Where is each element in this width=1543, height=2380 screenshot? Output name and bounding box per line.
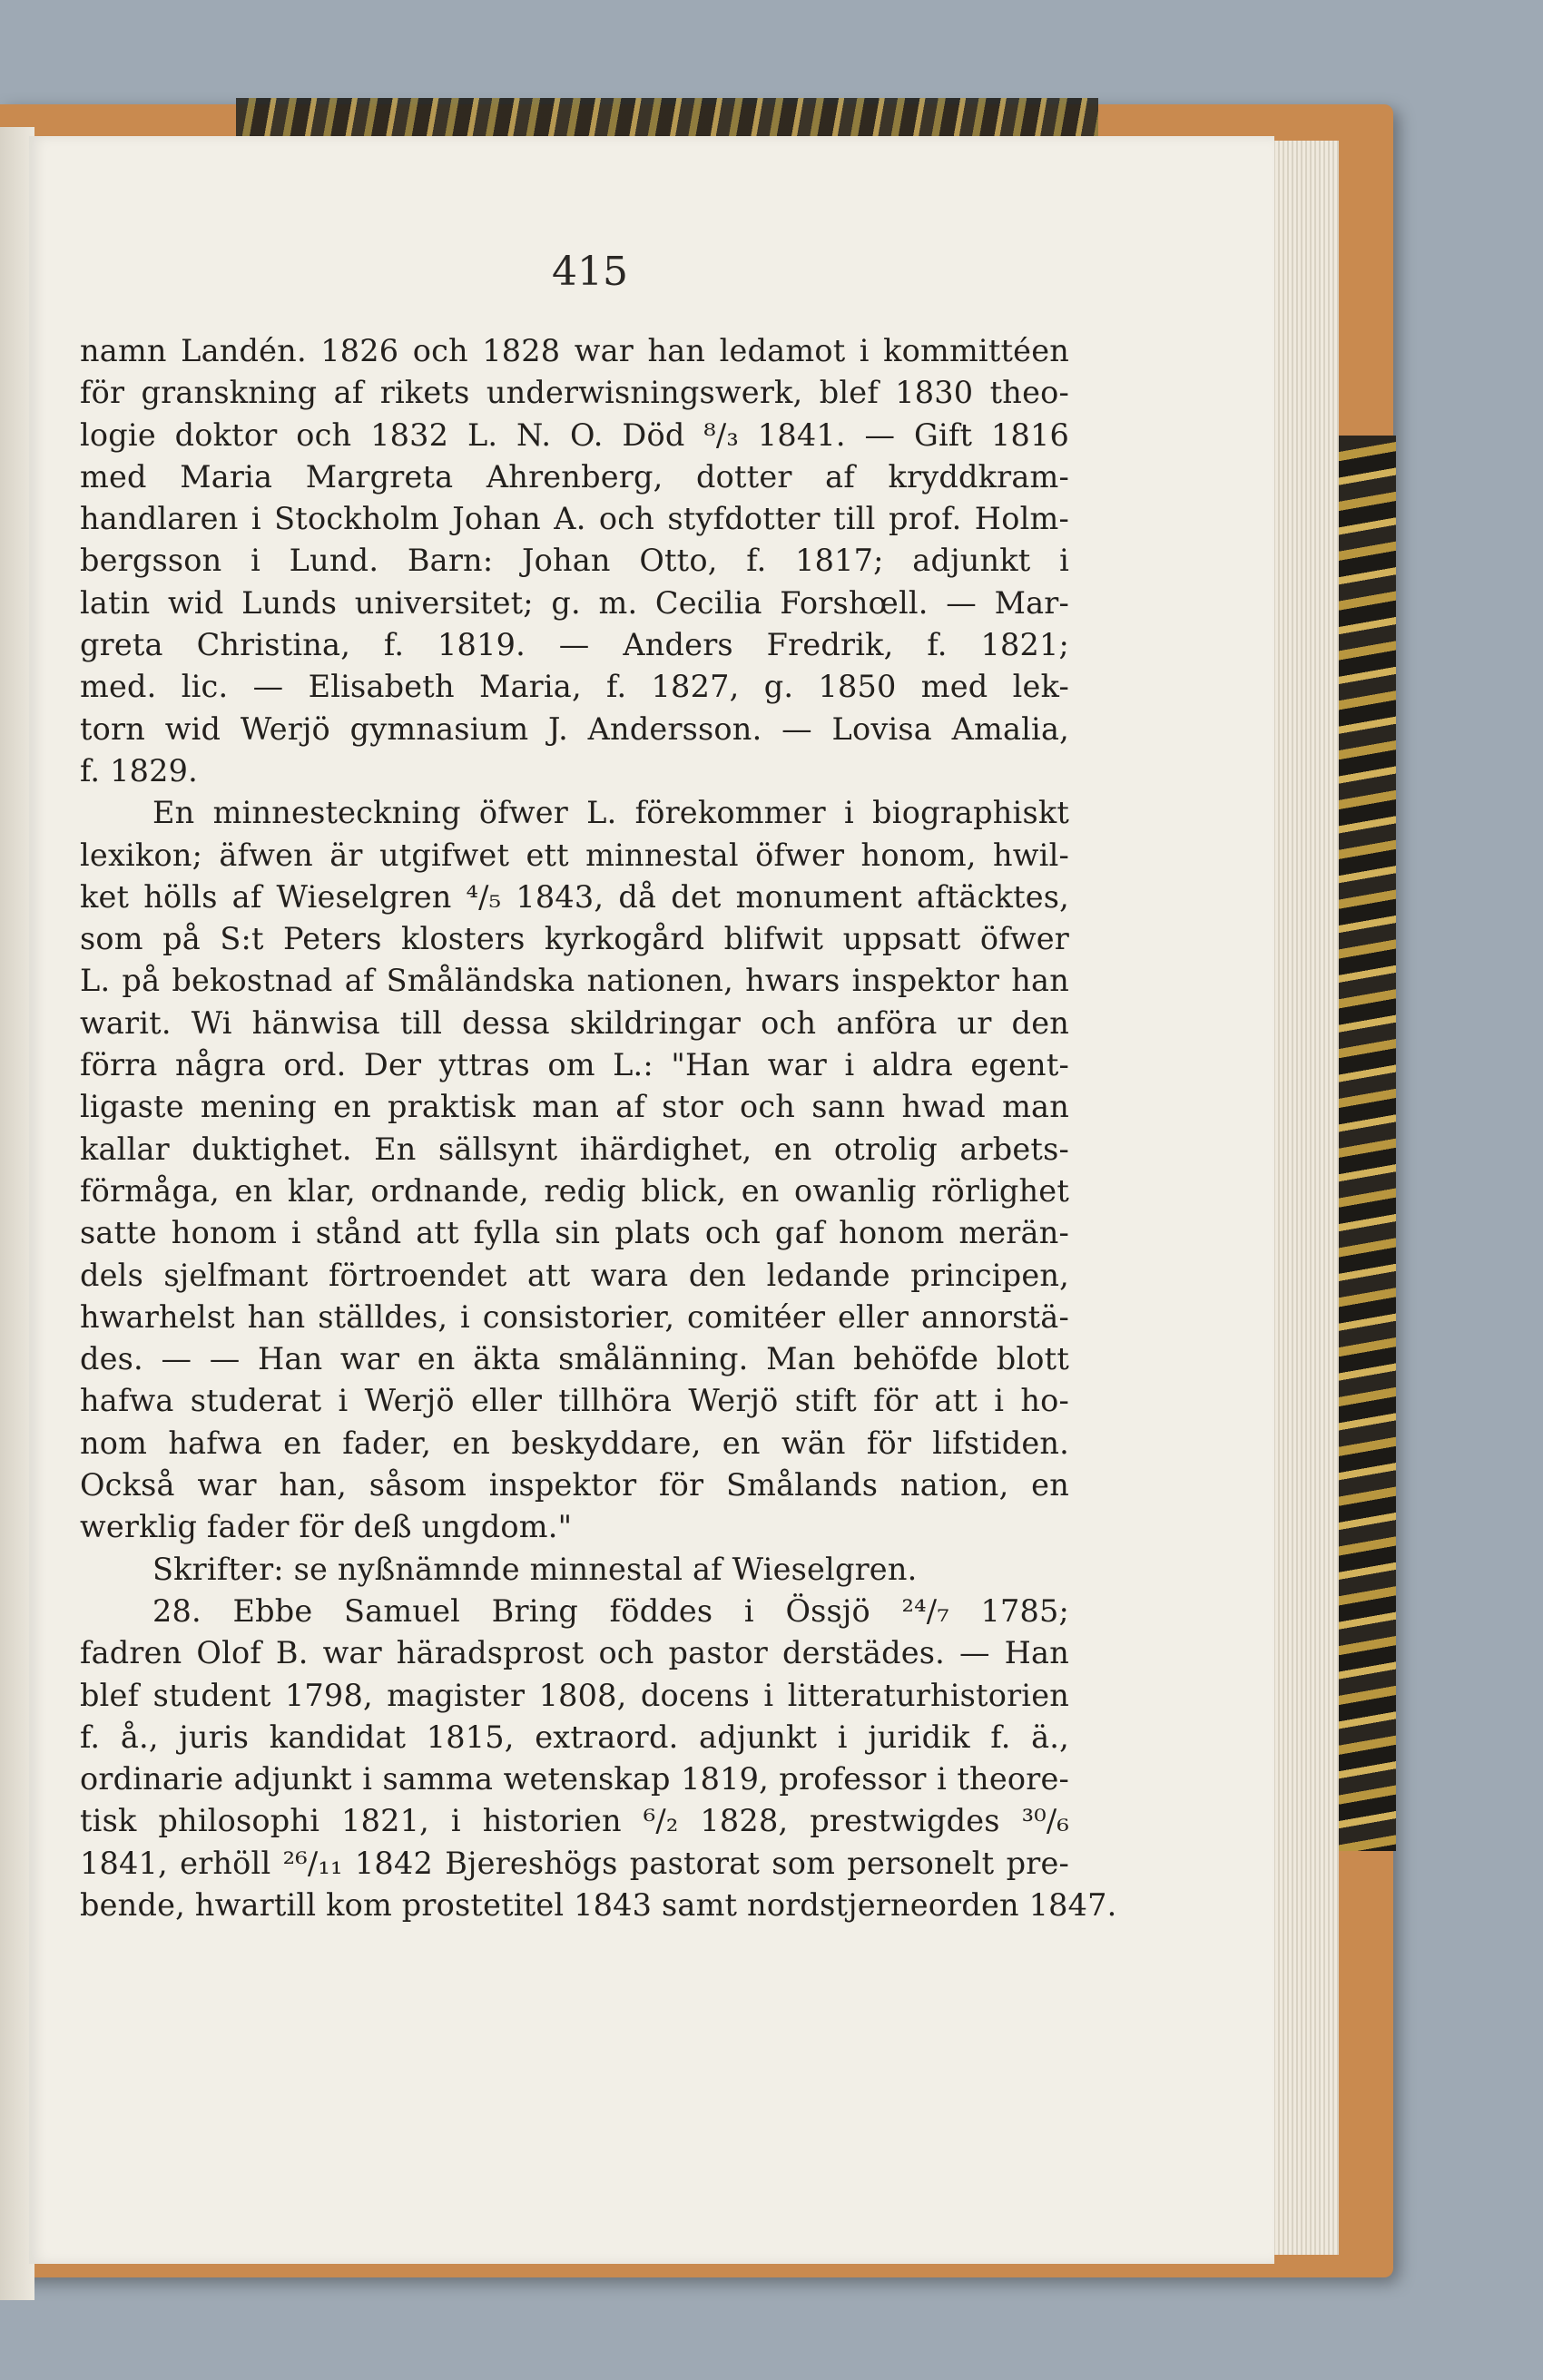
text-line: lexikon; äfwen är utgifwet ett minnestal öfwer honom, hwil-	[80, 837, 1069, 873]
marbled-edge-right	[1338, 436, 1396, 1851]
text-line: tisk philosophi 1821, i historien ⁶/₂ 1828, prestwigdes ³⁰/₆	[80, 1803, 1069, 1839]
text-line: satte honom i stånd att fylla sin plats och gaf honom merän-	[80, 1215, 1069, 1251]
text-line: som på S:t Peters klosters kyrkogård blifwit uppsatt öfwer	[80, 921, 1069, 957]
page-text	[80, 330, 1117, 1926]
text-line: ket hölls af Wieselgren ⁴/₅ 1843, då det monument aftäcktes,	[80, 878, 1069, 915]
text-line: Skrifter: se nyßnämnde minnestal af Wieselgren.	[152, 1551, 918, 1587]
text-line: hafwa studerat i Werjö eller tillhöra Werjö stift för att i ho-	[80, 1383, 1069, 1419]
text-line: förra några ord. Der yttras om L.: "Han war i aldra egent-	[80, 1047, 1069, 1083]
text-line: med Maria Margreta Ahrenberg, dotter af kryddkram-	[80, 458, 1069, 495]
text-line: hwarhelst han ställdes, i consistorier, comitéer eller annorstä-	[80, 1298, 1069, 1335]
text-line: fadren Olof B. war häradsprost och pastor derstädes. — Han	[80, 1635, 1069, 1671]
text-line: greta Christina, f. 1819. — Anders Fredrik, f. 1821;	[80, 627, 1069, 663]
text-line: med. lic. — Elisabeth Maria, f. 1827, g. 1850 med lek-	[80, 669, 1069, 705]
text-line: förmåga, en klar, ordnande, redig blick, en owanlig rörlighet	[80, 1172, 1069, 1209]
text-line: namn Landén. 1826 och 1828 war han ledamot i kommittéen	[80, 333, 1069, 368]
text-line: bergsson i Lund. Barn: Johan Otto, f. 1817; adjunkt i	[80, 543, 1069, 579]
book-page	[29, 136, 1274, 2264]
text-line: bende, hwartill kom prostetitel 1843 samt nordstjerneorden 1847.	[80, 1886, 1117, 1923]
text-line: Också war han, såsom inspektor för Smålands nation, en	[80, 1467, 1069, 1503]
text-line: f. å., juris kandidat 1815, extraord. adjunkt i juridik f. ä.,	[80, 1719, 1069, 1755]
text-line: En minnesteckning öfwer L. förekommer i biographiskt	[152, 795, 1069, 831]
text-line: ligaste mening en praktisk man af stor och sann hwad man	[80, 1089, 1069, 1125]
text-line: logie doktor och 1832 L. N. O. Död ⁸/₃ 1841. — Gift 1816	[80, 416, 1069, 453]
text-line: blef student 1798, magister 1808, docens i litteraturhistorien	[80, 1677, 1069, 1713]
text-line: ordinarie adjunkt i samma wetenskap 1819, professor i theore-	[80, 1761, 1069, 1797]
page-edges	[1266, 141, 1339, 2255]
text-line: werklig fader för deß ungdom."	[80, 1509, 573, 1545]
text-line: L. på bekostnad af Småländska nationen, hwars inspektor han	[80, 963, 1069, 999]
text-line: torn wid Werjö gymnasium J. Andersson. — Lovisa Amalia,	[80, 710, 1069, 747]
text-line: 1841, erhöll ²⁶/₁₁ 1842 Bjereshögs pastorat som personelt pre-	[80, 1845, 1069, 1881]
text-line: kallar duktighet. En sällsynt ihärdighet, en otrolig arbets-	[80, 1131, 1069, 1167]
text-line: latin wid Lunds universitet; g. m. Cecilia Forshœll. — Mar-	[80, 584, 1069, 621]
text-line: nom hafwa en fader, en beskyddare, en wän för lifstiden.	[80, 1425, 1069, 1461]
text-line: för granskning af rikets underwisningswerk, blef 1830 theo-	[80, 375, 1069, 411]
text-line: f. 1829.	[80, 752, 199, 788]
text-line: dels sjelfmant förtroendet att wara den ledande principen,	[80, 1257, 1069, 1293]
text-line: des. — — Han war en äkta smålänning. Man behöfde blott	[80, 1341, 1069, 1377]
page-number: 415	[552, 249, 628, 295]
text-line: warit. Wi hänwisa till dessa skildringar och anföra ur den	[80, 1004, 1069, 1041]
text-line: handlaren i Stockholm Johan A. och styfdotter till prof. Holm-	[80, 501, 1069, 537]
text-line: 28. Ebbe Samuel Bring föddes i Össjö ²⁴/₇ 1785;	[152, 1592, 1069, 1629]
